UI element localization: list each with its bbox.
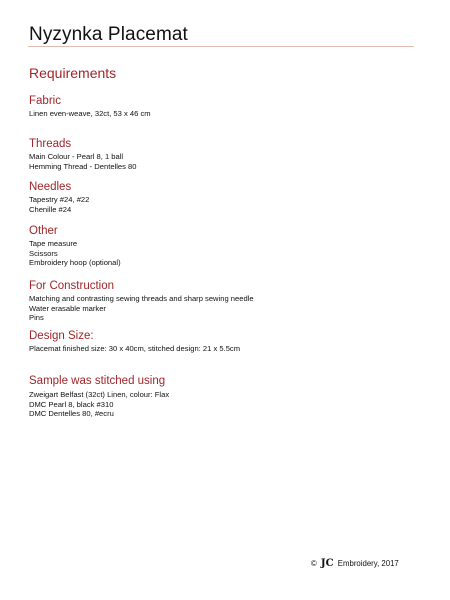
threads-line: Main Colour - Pearl 8, 1 ball	[29, 152, 124, 161]
jc-logo: JC	[320, 558, 334, 569]
construction-line: Water erasable marker	[29, 303, 106, 313]
title-divider	[28, 46, 414, 47]
design-size-heading: Design Size:	[29, 330, 94, 342]
needles-line: Chenille #24	[29, 204, 72, 214]
other-heading: Other	[29, 225, 58, 237]
sample-line: DMC Pearl 8, black #310	[29, 399, 114, 409]
requirements-heading: Requirements	[29, 65, 117, 81]
design-size-list	[29, 344, 240, 354]
construction-list	[29, 294, 254, 323]
threads-heading: Threads	[29, 138, 72, 150]
other-list	[29, 239, 121, 268]
other-line: Embroidery hoop (optional)	[29, 258, 121, 267]
threads-line: Hemming Thread - Dentelles 80	[29, 161, 137, 171]
sample-line: DMC Dentelles 80, #ecru	[29, 409, 114, 418]
needles-line: Tapestry #24, #22	[29, 195, 90, 204]
fabric-heading: Fabric	[29, 95, 61, 107]
page-title: Nyzynka Placemat	[29, 24, 188, 45]
construction-line: Pins	[29, 313, 44, 322]
sample-line: Zweigart Belfast (32ct) Linen, colour: Flax	[29, 390, 170, 399]
fabric-list	[29, 109, 151, 119]
sample-heading: Sample was stitched using	[29, 375, 166, 387]
fabric-line: Linen even-weave, 32ct, 53 x 46 cm	[29, 109, 151, 118]
threads-list	[29, 152, 137, 171]
needles-heading: Needles	[29, 181, 72, 193]
copyright-text: Embroidery, 2017	[337, 559, 399, 568]
copyright-footer	[311, 558, 399, 569]
other-line: Scissors	[29, 248, 58, 258]
needles-list	[29, 195, 89, 214]
copyright-symbol: ©	[311, 559, 317, 568]
other-line: Tape measure	[29, 239, 78, 248]
sample-list	[29, 390, 169, 419]
design-size-line: Placemat finished size: 30 x 40cm, stitched design: 21 x 5.5cm	[29, 344, 241, 353]
construction-line: Matching and contrasting sewing threads and sharp sewing needle	[29, 294, 254, 303]
construction-heading: For Construction	[29, 280, 115, 292]
